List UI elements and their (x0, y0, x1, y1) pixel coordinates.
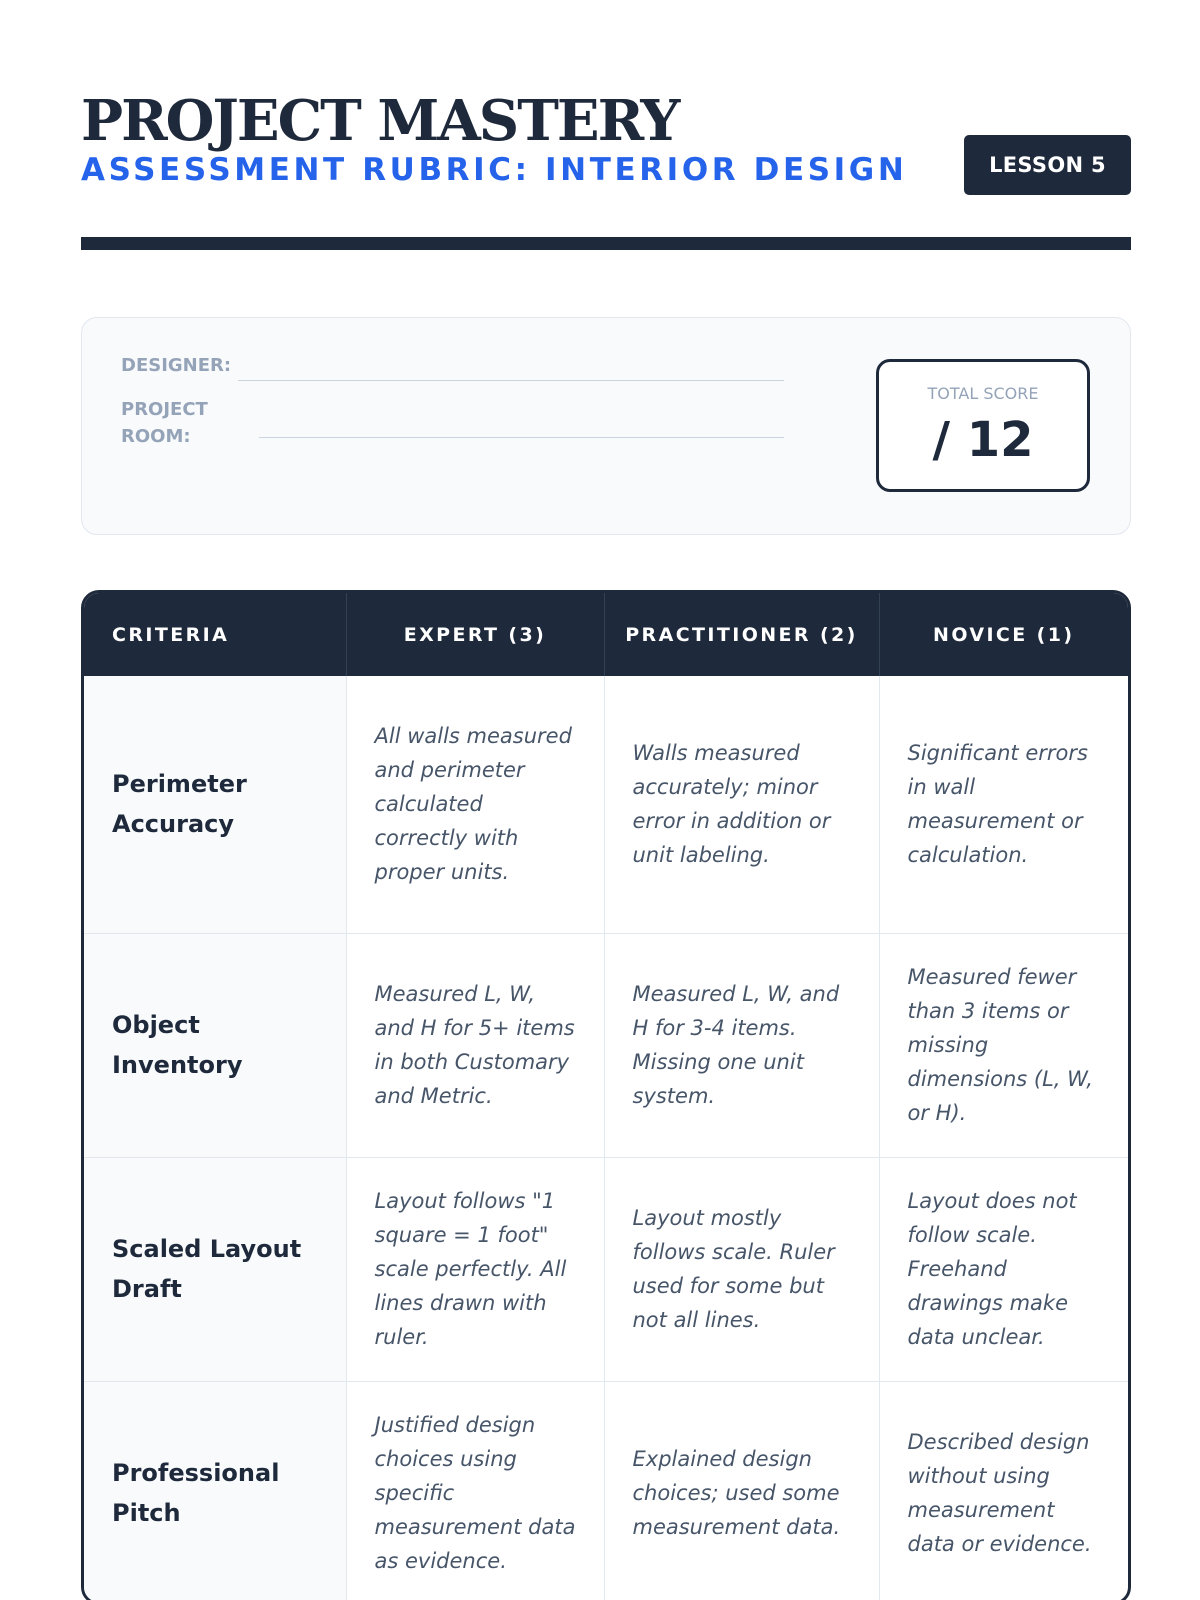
header (81, 80, 1131, 200)
header-expert: EXPERT (3) (346, 593, 604, 676)
header-divider (81, 237, 1131, 250)
page-subtitle: ASSESSMENT RUBRIC: INTERIOR DESIGN (81, 152, 908, 188)
practitioner-cell: Measured L, W, and H for 3-4 items. Missing one unit system. (604, 933, 879, 1157)
total-score-value: / 12 (932, 412, 1034, 468)
designer-label: DESIGNER: (121, 355, 232, 376)
expert-cell: Layout follows "1 square = 1 foot" scale perfectly. All lines drawn with ruler. (346, 1157, 604, 1381)
novice-cell: Described design without using measurement data or evidence. (879, 1381, 1128, 1600)
expert-cell: Justified design choices using specific measurement data as evidence. (346, 1381, 604, 1600)
page-title: PROJECT MASTERY (81, 88, 679, 154)
rubric-table (81, 590, 1131, 1600)
header-criteria: CRITERIA (112, 623, 230, 646)
criteria-cell: Scaled Layout Draft (84, 1157, 346, 1381)
header-novice: NOVICE (1) (879, 593, 1128, 676)
criteria-cell: Professional Pitch (84, 1381, 346, 1600)
criteria-cell: Object Inventory (84, 933, 346, 1157)
novice-cell: Significant errors in wall measurement or calculation. (879, 676, 1128, 933)
novice-cell: Layout does not follow scale. Freehand drawings make data unclear. (879, 1157, 1128, 1381)
project-room-label (121, 396, 208, 450)
total-score-label: TOTAL SCORE (927, 384, 1039, 403)
lesson-badge: LESSON 5 (964, 135, 1131, 195)
table-row (84, 933, 1128, 1157)
designer-field[interactable] (238, 380, 784, 381)
table-row (84, 1381, 1128, 1600)
practitioner-cell: Layout mostly follows scale. Ruler used for some but not all lines. (604, 1157, 879, 1381)
project-room-label-line1: PROJECT (121, 399, 208, 420)
total-score-box (876, 359, 1090, 492)
expert-cell: All walls measured and perimeter calculated correctly with proper units. (346, 676, 604, 933)
header-practitioner: PRACTITIONER (2) (604, 593, 879, 676)
practitioner-cell: Walls measured accurately; minor error in addition or unit labeling. (604, 676, 879, 933)
criteria-cell: Perimeter Accuracy (84, 676, 346, 933)
novice-cell: Measured fewer than 3 items or missing dimensions (L, W, or H). (879, 933, 1128, 1157)
expert-cell: Measured L, W, and H for 5+ items in both Customary and Metric. (346, 933, 604, 1157)
info-card (81, 317, 1131, 535)
table-row (84, 676, 1128, 933)
rubric-header-row (84, 593, 1128, 676)
table-row (84, 1157, 1128, 1381)
project-room-field[interactable] (259, 437, 784, 438)
practitioner-cell: Explained design choices; used some measurement data. (604, 1381, 879, 1600)
project-room-label-line2: ROOM: (121, 426, 191, 447)
